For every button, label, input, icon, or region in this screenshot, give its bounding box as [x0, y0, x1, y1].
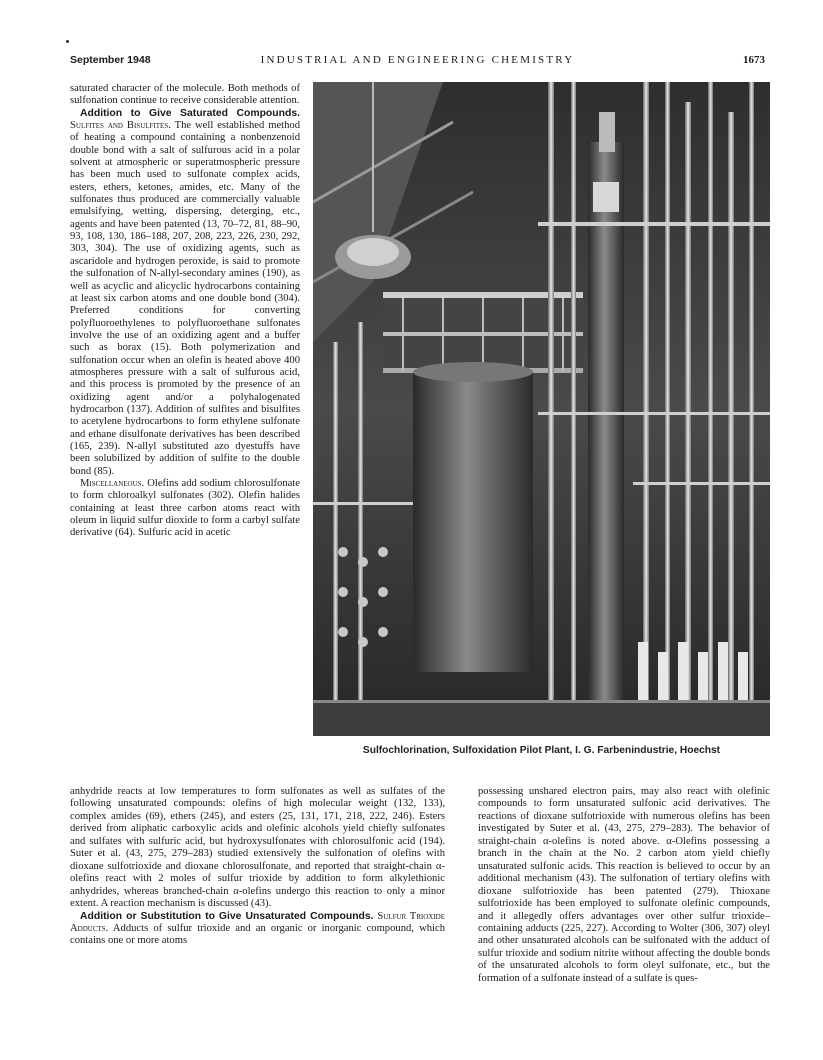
section-heading: Addition to Give Saturated Compounds. — [80, 107, 300, 119]
photo-caption: Sulfochlorination, Sulfoxidation Pilot Plant, I. G. Farbenindustrie, Hoechst — [362, 745, 721, 756]
paragraph: saturated character of the molecule. Both methods of sulfonation continue to receive considerable attention. — [70, 83, 300, 107]
journal-title: INDUSTRIAL AND ENGINEERING CHEMISTRY — [260, 54, 575, 66]
issue-date: September 1948 — [70, 54, 151, 66]
running-header — [70, 54, 765, 70]
subsection-heading: Sulfites and Bisulfites. — [70, 120, 171, 132]
section-heading: Addition or Substitution to Give Unsaturated Compounds. — [80, 910, 374, 922]
paragraph — [70, 478, 300, 540]
paragraph-text: The well established method of heating a compound containing a nonbenzenoid double bond with a salt of sulfurous acid in a polar solvent at atmospheric or superatmospheric pressure has been much used to sulfonate complex acids, esters, ethers, ketones, amides, etc. Many of the sulfonates thus produced are commercially valuable emulsifying, wetting, dispersing, deterging, etc., agents and have been patented (13, 70–72, 81, 88–90, 93, 108, 130, 186–188, 207, 208, 223, 226, 230, 292, 303, 304). The use of oxidizing agents, such as ascaridole and hydrogen peroxide, is said to promote the sulfonation of N-allyl-secondary amines (190), as well as acyclic and alicyclic hydrocarbons containing at least six carbon atoms and one double bond (304). Preferred conditions for converting polyfluoroethylenes to polyfluoroethane sulfonates involve the use of an oxidizing agent and a buffer such as borax (15). Both polymerization and sulfonation occur when an olefin is heated above 400 atmospheres pressure with a salt of sulfurous acid, and this process is promoted by the presence of an oxidizing agent and/or a polyhalogenated hydrocarbon (137). Addition of sulfites and bisulfites to acetylene hydrocarbons to form ethylene sulfonate and ethane disulfonate derivatives has been described (165, 239). N-allyl substituted azo dyestuffs have been solubilized by addition of sulfite to the double bond (85). — [70, 120, 300, 477]
right-column — [478, 786, 770, 985]
paragraph — [70, 911, 445, 948]
paragraph — [70, 108, 300, 478]
paragraph-text: Adducts of sulfur trioxide and an organic or inorganic compound, which contains one or more atoms — [70, 922, 445, 947]
page-number: 1673 — [743, 54, 765, 66]
paragraph-text: Olefins add sodium chlorosulfonate to form chloroalkyl sulfonates (302). Olefin halides containing at least three carbon atoms react with oleum in liquid sulfur dioxide to form a carbyl sulfate derivative (64). Sulfuric acid in acetic — [70, 478, 300, 539]
left-column — [70, 786, 445, 948]
paragraph: anhydride reacts at low temperatures to form sulfonates as well as sulfates of the following unsaturated compounds: olefins of high molecular weight (132, 133), complex amides (69), ethers (245), and esters (25, 131, 171, 218, 222, 246). Esters derived from aliphatic carboxylic acids and olefinic alcohols yield chiefly sulfonates and sulfates with sulfuric acid, but hydroxysulfonates with chlorosulfonic acid (194). Suter et al. (43, 275, 279–283) studied extensively the sulfonation of olefins with dioxane sulfotrioxide and dioxane chlorosulfonate, and reported that straight-chain α-olefins react with 2 moles of sulfur trioxide by addition to form alkylethionic anhydrides, whereas branched-chain α-olefins undergo this reaction to only a minor extent. A reaction mechanism is discussed (43). — [70, 786, 445, 910]
page-speck — [66, 40, 69, 43]
subsection-heading: Sulfur Trioxide Adducts. — [70, 910, 445, 934]
pilot-plant-photograph — [313, 82, 770, 736]
paragraph: possessing unshared electron pairs, may also react with olefinic compounds to form unsaturated sulfonic acid derivatives. The reactions of dioxane sulfotrioxide with numerous olefins has been investigated by Suter et al. (43, 275, 279–283). The behavior of straight-chain α-olefins is noted above. α-Olefins possessing a branch in the chain at the No. 2 carbon atom yield chiefly unsaturated sulfonic acids. This reaction is believed to occur by an additional mechanism (43). The sulfonation of tertiary olefins with dioxane sulfotrioxide has been patented (279). Thioxane sulfotrioxide has been employed to sulfonate olefinic compounds, and it allegedly offers advantages over other sulfur trioxide–containing adducts (225, 227). According to Wolter (306, 307) oleyl and other unsaturated alcohols can be sulfonated with the adduct of sulfur trioxide and sodium nitrite without affecting the double bonds of the unsaturated alcohols to form oleyl sulfonate, etc., but the formation of a sulfonate instead of a sulfate is ques- — [478, 786, 770, 984]
narrow-column — [70, 83, 300, 540]
pilot-plant-image — [313, 82, 770, 736]
subsection-heading: Miscellaneous. — [80, 478, 145, 489]
